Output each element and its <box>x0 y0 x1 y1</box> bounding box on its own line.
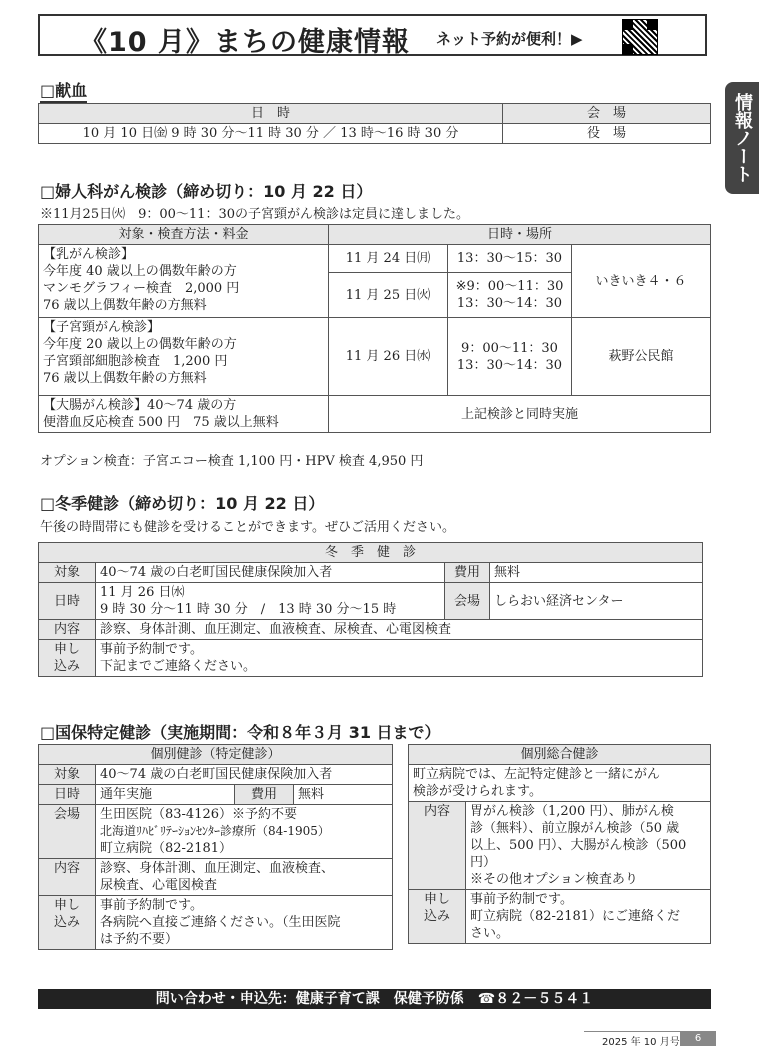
kokuho-venue: 生田医院（83-4126）※予約不要 北海道ﾘﾊﾋﾞﾘﾃｰｼｮﾝｾﾝﾀｰ診療所（84-1905） 町立病院（82-2181） <box>96 805 393 859</box>
winter-fee: 無料 <box>490 563 703 583</box>
kokuho-right-apply: 事前予約制です。 町立病院（82-2181）にご連絡くだ さい。 <box>466 890 711 944</box>
gyn-option: オプション検査：子宮エコー検査 1,100 円・HPV 検査 4,950 円 <box>40 454 424 469</box>
kokuho-right-content: 胃がん検診（1,200 円）、肺がん検 診（無料）、前立腺がん検診（50 歳 以上、500 円）、大腸がん検診（500 円） ※その他オプション検査あり <box>466 802 711 890</box>
gyn-col-datetime: 日時・場所 <box>329 225 711 245</box>
gyn-venue-2: 萩野公民館 <box>572 318 711 396</box>
kokuho-target-label: 対象 <box>39 765 96 785</box>
page-footer <box>584 1031 716 1046</box>
gyn-col-target: 対象・検査方法・料金 <box>39 225 329 245</box>
net-reservation-label[interactable]: ネット予約が便利！▶ <box>436 30 583 48</box>
kokuho-left-table <box>38 744 393 950</box>
gyn-table <box>38 224 711 433</box>
blood-datetime: 10 月 10 日㈮ 9 時 30 分～11 時 30 分 ／ 13 時～16 時 30 分 <box>39 124 503 144</box>
kokuho-heading: □国保特定健診（実施期間：令和８年３月 31 日まで） <box>40 723 441 742</box>
blood-col-datetime: 日 時 <box>39 104 503 124</box>
winter-target-label: 対象 <box>39 563 96 583</box>
winter-venue: しらおい経済センター <box>490 583 703 620</box>
kokuho-right-table <box>408 744 711 944</box>
gyn-time-3: 9：00～11：30 13：30～14：30 <box>448 318 572 396</box>
kokuho-right-apply-label: 申し 込み <box>409 890 466 944</box>
gyn-date-1: 11 月 24 日㈪ <box>329 245 448 273</box>
contact-footer: 問い合わせ・申込先：健康子育て課 保健予防係 ☎８２－５５４１ <box>38 989 711 1009</box>
gyn-date-3: 11 月 26 日㈬ <box>329 318 448 396</box>
winter-venue-label: 会場 <box>445 583 490 620</box>
winter-apply-label: 申し 込み <box>39 640 96 677</box>
blood-venue: 役 場 <box>503 124 711 144</box>
gyn-time-2: ※9：00～11：30 13：30～14：30 <box>448 273 572 318</box>
gyn-cervical: 【子宮頸がん検診】 今年度 20 歳以上の偶数年齢の方 子宮頸部細胞診検査 1,200 円 76 歳以上偶数年齢の方無料 <box>39 318 329 396</box>
kokuho-date-label: 日時 <box>39 785 96 805</box>
winter-title: 冬 季 健 診 <box>39 543 703 563</box>
winter-note: 午後の時間帯にも健診を受けることができます。ぜひご活用ください。 <box>40 520 455 535</box>
kokuho-fee: 無料 <box>294 785 393 805</box>
kokuho-right-title: 個別総合健診 <box>409 745 711 765</box>
kokuho-fee-label: 費用 <box>235 785 294 805</box>
page-title: 《10 月》まちの健康情報 <box>80 27 410 58</box>
kokuho-venue-label: 会場 <box>39 805 96 859</box>
page-header <box>38 14 707 56</box>
gyn-venue-1: いきいき４・６ <box>572 245 711 318</box>
qr-code-icon[interactable] <box>622 19 658 55</box>
winter-fee-label: 費用 <box>445 563 490 583</box>
kokuho-content-label: 内容 <box>39 859 96 896</box>
gyn-heading: □婦人科がん検診（締め切り：10 月 22 日） <box>40 182 373 201</box>
winter-content: 診察、身体計測、血圧測定、血液検査、尿検査、心電図検査 <box>96 620 703 640</box>
side-tab: 情報ノート <box>725 82 759 194</box>
blood-col-venue: 会 場 <box>503 104 711 124</box>
winter-apply: 事前予約制です。 下記までご連絡ください。 <box>96 640 703 677</box>
blood-table <box>38 103 711 144</box>
kokuho-apply-label: 申し 込み <box>39 896 96 950</box>
issue-label: 2025 年 10 月号 <box>602 1037 680 1048</box>
kokuho-right-intro: 町立病院では、左記特定健診と一緒にがん 検診が受けられます。 <box>409 765 711 802</box>
gyn-same-time: 上記検診と同時実施 <box>329 396 711 433</box>
kokuho-right-content-label: 内容 <box>409 802 466 890</box>
kokuho-date: 通年実施 <box>96 785 235 805</box>
gyn-colon: 【大腸がん検診】40～74 歳の方 便潜血反応検査 500 円 75 歳以上無料 <box>39 396 329 433</box>
gyn-note: ※11月25日㈫ 9：00～11：30の子宮頸がん検診は定員に達しました。 <box>40 207 469 222</box>
winter-heading: □冬季健診（締め切り：10 月 22 日） <box>40 494 325 513</box>
gyn-time-1: 13：30～15：30 <box>448 245 572 273</box>
gyn-date-2: 11 月 25 日㈫ <box>329 273 448 318</box>
winter-date-label: 日時 <box>39 583 96 620</box>
gyn-breast: 【乳がん検診】 今年度 40 歳以上の偶数年齢の方 マンモグラフィー検査 2,000 円 76 歳以上偶数年齢の方無料 <box>39 245 329 318</box>
kokuho-target: 40～74 歳の白老町国民健康保険加入者 <box>96 765 393 785</box>
winter-table <box>38 542 703 677</box>
page-number: 6 <box>680 1032 716 1046</box>
blood-heading: □献血 <box>40 78 87 103</box>
kokuho-left-title: 個別健診（特定健診） <box>39 745 393 765</box>
kokuho-apply: 事前予約制です。 各病院へ直接ご連絡ください。（生田医院 は予約不要） <box>96 896 393 950</box>
winter-date: 11 月 26 日㈬ 9 時 30 分～11 時 30 分 / 13 時 30 分～15 時 <box>96 583 445 620</box>
winter-content-label: 内容 <box>39 620 96 640</box>
kokuho-content: 診察、身体計測、血圧測定、血液検査、 尿検査、心電図検査 <box>96 859 393 896</box>
winter-target: 40～74 歳の白老町国民健康保険加入者 <box>96 563 445 583</box>
